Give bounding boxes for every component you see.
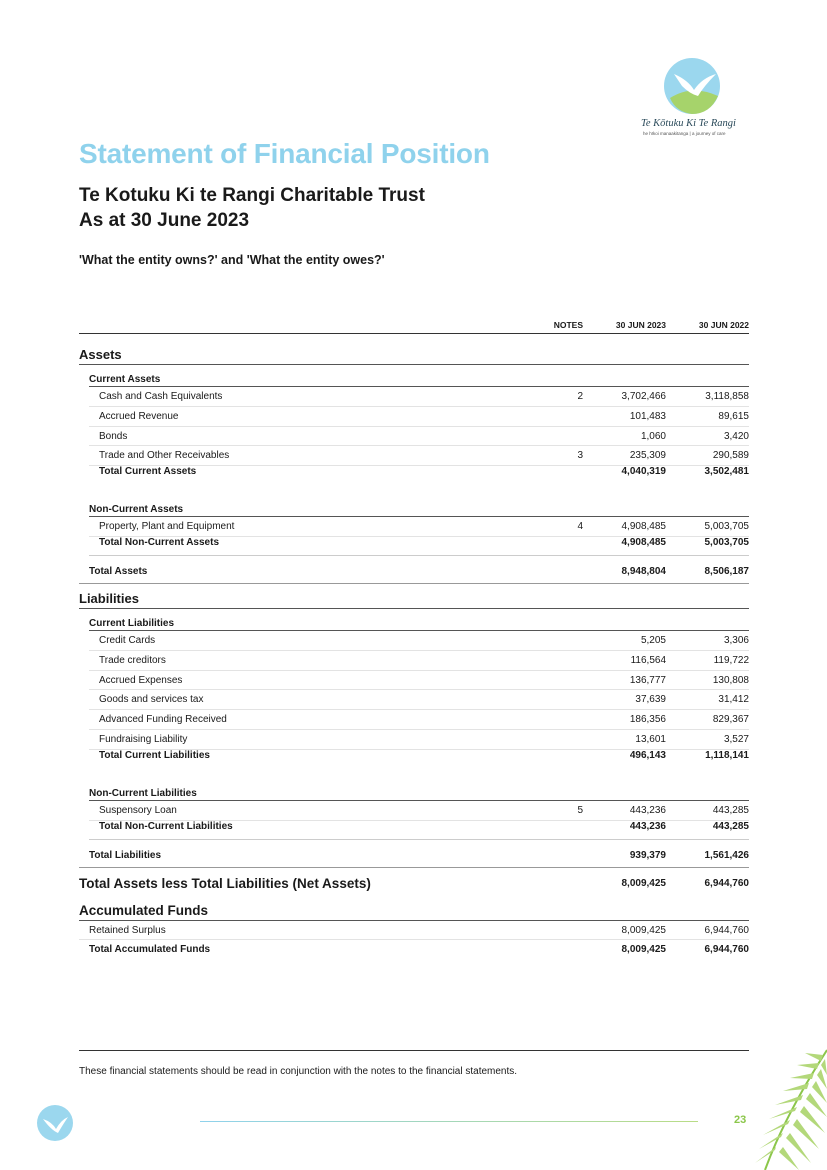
current-liabilities-rows: [79, 631, 749, 750]
non-current-liability-row: Suspensory Loan 5 443,236 443,285: [89, 801, 749, 821]
current-liability-row: Advanced Funding Received 186,356 829,367: [89, 710, 749, 730]
total-accumulated-funds-row: Total Accumulated Funds 8,009,425 6,944,760: [89, 944, 749, 956]
entity-name: Te Kotuku Ki te Rangi Charitable Trust: [79, 185, 425, 206]
total-non-current-liabilities-row: Total Non-Current Liabilities 443,236 443,285: [89, 821, 749, 840]
te-kotuku-logo: [640, 56, 744, 142]
footer-note: These financial statements should be read in conjunction with the notes to the financial statements.: [79, 1066, 518, 1077]
total-liabilities-row: Total Liabilities 939,379 1,561,426: [79, 846, 749, 868]
column-headers: [79, 318, 749, 334]
current-liability-row: Goods and services tax 37,639 31,412: [89, 690, 749, 710]
tagline: 'What the entity owns?' and 'What the entity owes?': [79, 253, 385, 267]
current-asset-row: Accrued Revenue 101,483 89,615: [89, 407, 749, 427]
report-date: As at 30 June 2023: [79, 210, 250, 231]
non-current-assets-rows: [79, 517, 749, 537]
logo-name: Te Kōtuku Ki Te Rangi: [641, 118, 736, 129]
non-current-asset-row: Property, Plant and Equipment 4 4,908,485 5,003,705: [89, 517, 749, 537]
accumulated-funds-heading: Accumulated Funds: [79, 902, 749, 921]
retained-surplus-row: Retained Surplus 8,009,425 6,944,760: [79, 921, 749, 941]
non-current-liabilities-rows: [79, 801, 749, 821]
non-current-liabilities-heading: Non-Current Liabilities: [89, 785, 749, 801]
total-assets-row: Total Assets 8,948,804 8,506,187: [79, 562, 749, 584]
page-title: Statement of Financial Position: [79, 138, 490, 169]
net-assets-row: Total Assets less Total Liabilities (Net Assets) 8,009,425 6,944,760: [79, 875, 749, 891]
current-liability-row: Trade creditors 116,564 119,722: [89, 651, 749, 671]
current-assets-heading: Current Assets: [89, 371, 749, 387]
notes-column-header: NOTES: [553, 320, 583, 330]
current-assets-rows: [79, 387, 749, 466]
financial-position-table: [79, 318, 749, 960]
liabilities-heading: Liabilities: [79, 590, 749, 609]
current-liability-row: Accrued Expenses 136,777 130,808: [89, 671, 749, 691]
footer-logo-icon: [36, 1104, 74, 1142]
logo-subline: he hīkoi manaakitanga | a journey of care: [643, 131, 726, 136]
2023-column-header: 30 JUN 2023: [615, 320, 666, 330]
2022-column-header: 30 JUN 2022: [698, 320, 749, 330]
total-non-current-assets-row: Total Non-Current Assets 4,908,485 5,003,705: [89, 537, 749, 556]
footer-divider: [79, 1050, 749, 1051]
non-current-assets-heading: Non-Current Assets: [89, 501, 749, 517]
current-liability-row: Fundraising Liability 13,601 3,527: [89, 730, 749, 750]
page-number: 23: [734, 1114, 747, 1126]
fern-icon: [735, 1045, 827, 1170]
current-asset-row: Cash and Cash Equivalents 2 3,702,466 3,118,858: [89, 387, 749, 407]
current-liability-row: Credit Cards 5,205 3,306: [89, 631, 749, 651]
assets-heading: Assets: [79, 346, 749, 365]
current-asset-row: Trade and Other Receivables 3 235,309 290,589: [89, 446, 749, 466]
current-asset-row: Bonds 1,060 3,420: [89, 427, 749, 447]
total-current-liabilities-row: Total Current Liabilities 496,143 1,118,141: [99, 749, 749, 761]
total-current-assets-row: Total Current Assets 4,040,319 3,502,481: [99, 466, 749, 478]
entity-heading: [79, 183, 425, 233]
footer-gradient-line: [200, 1121, 698, 1122]
current-liabilities-heading: Current Liabilities: [89, 615, 749, 631]
